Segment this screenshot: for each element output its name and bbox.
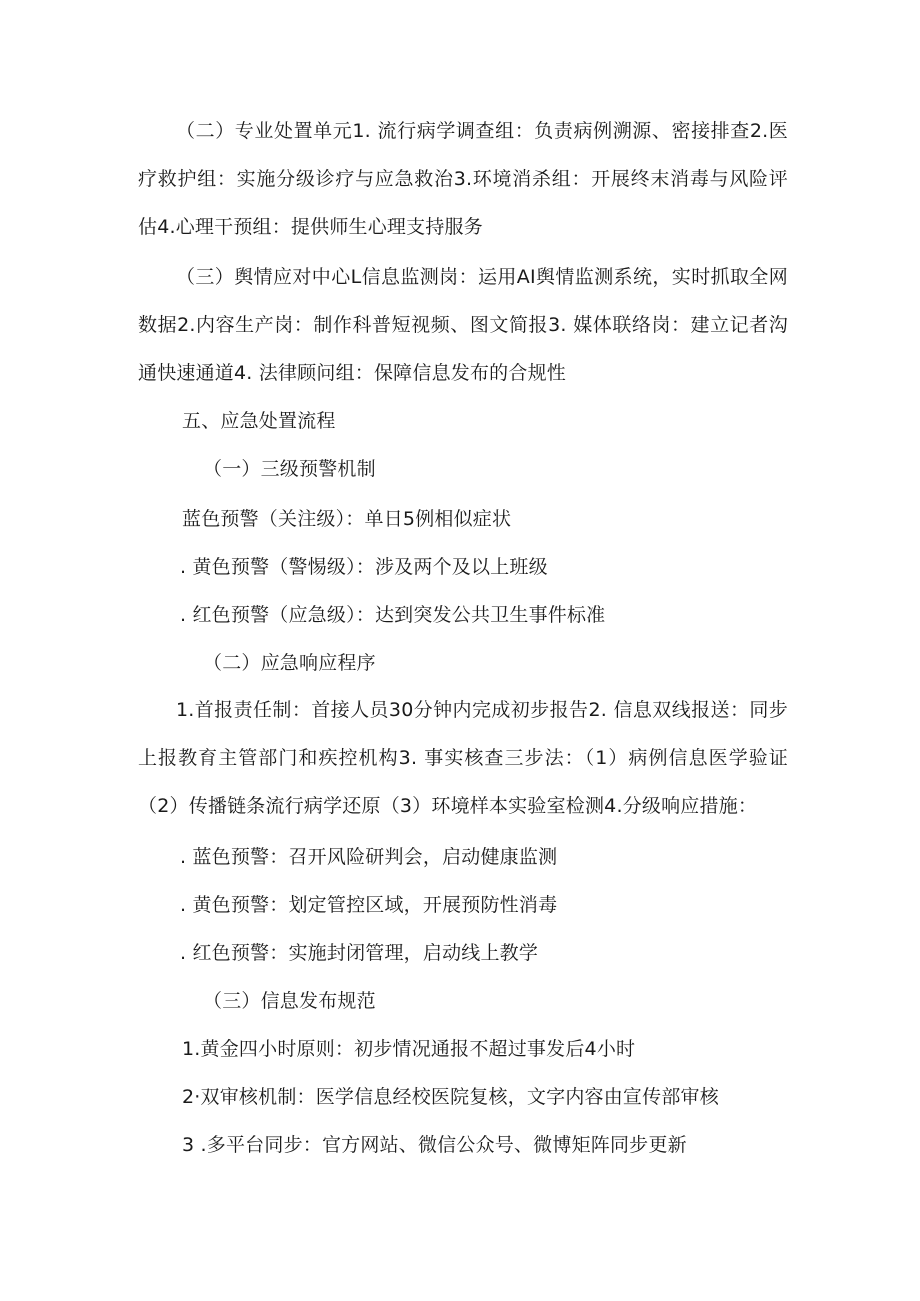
response-measure-yellow: . 黄色预警：划定管控区域，开展预防性消毒 <box>180 894 558 916</box>
release-rule-dual-review: 2·双审核机制：医学信息经校医院复核，文字内容由宣传部审核 <box>182 1086 719 1108</box>
paragraph-response-procedure: 1.首报责任制：首接人员30分钟内完成初步报告2. 信息双线报送：同步上报教育主管部门和疾控机构3. 事实核查三步法：（1）病例信息医学验证（2）传播链条流行病学还原（3）环境样本实验室检测4.分级响应措施： <box>138 699 788 817</box>
paragraph-public-opinion-center: （三）舆情应对中心L信息监测岗：运用AI舆情监测系统，实时抓取全网数据2.内容生产岗：制作科普短视频、图文简报3. 媒体联络岗：建立记者沟通快速通道4. 法律顾问组：保障信息发布的合规性 <box>138 266 788 384</box>
response-measure-blue: . 蓝色预警：召开风险研判会，启动健康监测 <box>180 846 558 868</box>
warning-level-red: . 红色预警（应急级）：达到突发公共卫生事件标准 <box>180 604 606 626</box>
subsection-title-response-procedure: （二）应急响应程序 <box>203 652 376 674</box>
response-measure-red: . 红色预警：实施封闭管理，启动线上教学 <box>180 942 539 964</box>
subsection-title-warning-mechanism: （一）三级预警机制 <box>203 458 376 480</box>
paragraph-professional-units: （二）专业处置单元1. 流行病学调查组：负责病例溯源、密接排查2.医疗救护组：实施分级诊疗与应急救治3.环境消杀组：开展终末消毒与风险评估4.心理干预组：提供师生心理支持服务 <box>138 120 788 238</box>
warning-level-yellow: . 黄色预警（警惕级）：涉及两个及以上班级 <box>180 556 548 578</box>
release-rule-golden-four-hours: 1.黄金四小时原则：初步情况通报不超过事发后4小时 <box>182 1038 636 1060</box>
release-rule-multi-platform: 3 .多平台同步：官方网站、微信公众号、微博矩阵同步更新 <box>182 1134 687 1156</box>
warning-level-blue: 蓝色预警（关注级）：单日5例相似症状 <box>182 508 512 530</box>
section-title-emergency-process: 五、应急处置流程 <box>182 410 336 432</box>
subsection-title-release-standards: （三）信息发布规范 <box>203 990 376 1012</box>
